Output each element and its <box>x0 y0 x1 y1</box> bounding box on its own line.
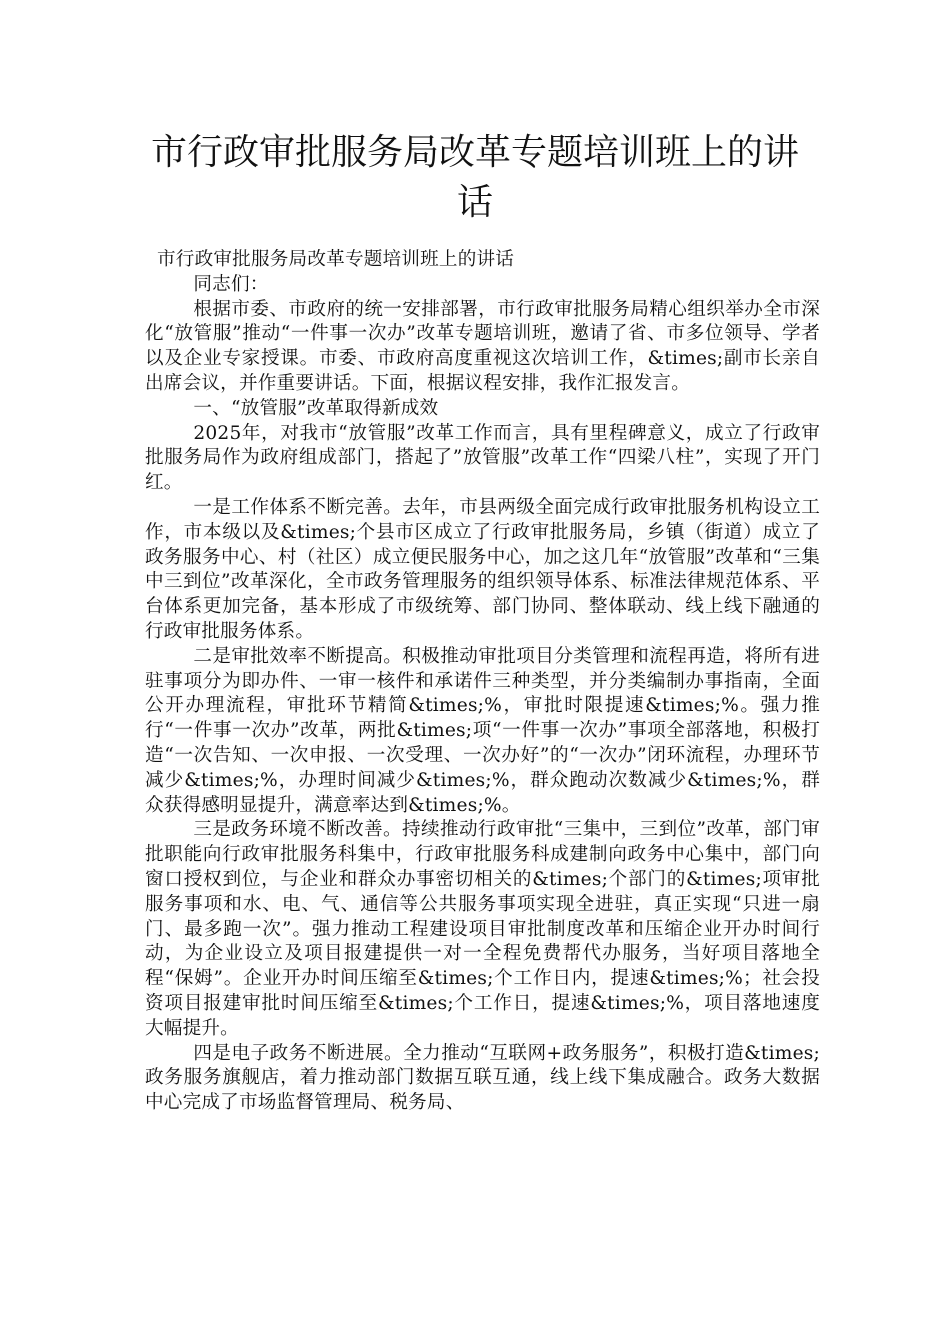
paragraph-government-environment: 三是政务环境不断改善。持续推动行政审批“三集中，三到位”改革，部门审批职能向行政审批服务科集中，行政审批服务科成建制向政务中心集中，部门向窗口授权到位，与企业和群众办事密切相关的&times;个部门的&times;项审批服务事项和水、电、气、通信等公共服务事项实现全进驻，真正实现“只进一扇门、最多跑一次”。强力推动工程建设项目审批制度改革和压缩企业开办时间行动，为企业设立及项目报建提供一对一全程免费帮代办服务，当好项目落地全程“保姆”。企业开办时间压缩至&times;个工作日内，提速&times;%；社会投资项目报建审批时间压缩至&times;个工作日，提速&times;%，项目落地速度大幅提升。 <box>145 819 820 1039</box>
document-body <box>145 248 820 1116</box>
paragraph-approval-efficiency: 二是审批效率不断提高。积极推动审批项目分类管理和流程再造，将所有进驻事项分为即办件、一审一核件和承诺件三种类型，并分类编制办事指南，全面公开办理流程，审批环节精简&times;%，审批时限提速&times;%。强力推行“一件事一次办”改革，两批&times;项“一件事一次办”事项全部落地，积极打造“一次告知、一次申报、一次受理、一次办好”的“一次办”闭环流程，办理环节减少&times;%，办理时间减少&times;%，群众跑动次数减少&times;%，群众获得感明显提升，满意率达到&times;%。 <box>145 645 820 816</box>
paragraph-2025: 2025年，对我市“放管服”改革工作而言，具有里程碑意义，成立了行政审批服务局作为政府组成部门，搭起了”放管服”改革工作“四梁八柱”，实现了开门红。 <box>145 422 820 494</box>
paragraph-e-government: 四是电子政务不断进展。全力推动“互联网+政务服务”，积极打造&times;政务服务旗舰店，着力推动部门数据互联互通，线上线下集成融合。政务大数据中心完成了市场监督管理局、税务局、 <box>145 1042 820 1114</box>
paragraph-work-system: 一是工作体系不断完善。去年，市县两级全面完成行政审批服务机构设立工作，市本级以及&times;个县市区成立了行政审批服务局，乡镇（街道）成立了政务服务中心、村（社区）成立便民服务中心，加之这几年“放管服”改革和“三集中三到位”改革深化，全市政务管理服务的组织领导体系、标准法律规范体系、平台体系更加完备，基本形成了市级统筹、部门协同、整体联动、线上线下融通的行政审批服务体系。 <box>145 496 820 642</box>
document-subtitle: 市行政审批服务局改革专题培训班上的讲话 <box>157 249 515 270</box>
document-title: 市行政审批服务局改革专题培训班上的讲话 <box>150 132 799 223</box>
paragraph-intro: 根据市委、市政府的统一安排部署，市行政审批服务局精心组织举办全市深化“放管服”推动“一件事一次办”改革专题培训班，邀请了省、市多位领导、学者以及企业专家授课。市委、市政府高度重视这次培训工作，&times;副市长亲自出席会议，并作重要讲话。下面，根据议程安排，我作汇报发言。 <box>145 298 820 394</box>
section-heading: 一、“放管服”改革取得新成效 <box>193 397 439 419</box>
greeting: 同志们： <box>193 273 269 295</box>
